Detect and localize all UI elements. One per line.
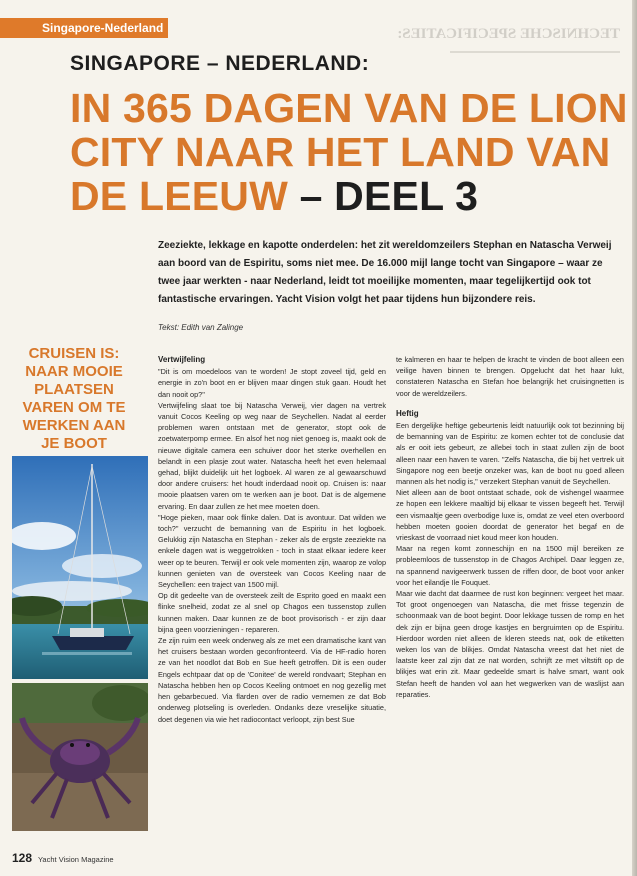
pull-quote: CRUISEN IS: NAAR MOOIE PLAATSEN VAREN OM TE WERKEN AAN JE BOOT	[22, 345, 126, 452]
crab-illustration	[12, 683, 148, 831]
headline	[70, 86, 630, 218]
paragraph: Ze zijn ruim een week onderweg als ze met een dramatische kant van het cruisers bestaan worden geconfronteerd. Via de HF-radio horen ze van het noodlot dat Bob en Sue heeft getroffen. Dit is een ouder Engels echtpaar dat op de 'Conitee' de wereld rondvaart; Stephan en Natascha hebben hen op Cocos Keeling ontmoet en nog gezellig met hen gebarbecued. Via flarden over de radio vernemen ze dat Bob onderweg plotseling is overleden. Ondanks deze vreselijke situatie, doet degenen via wie het radiocontact verloopt, zijn best Sue	[158, 636, 386, 724]
paragraph: Maar na regen komt zonneschijn en na 1500 mijl bereiken ze probleemloos de tussenstop in de Chagos Archipel. Daar leggen ze, na spannend navigeerwerk tussen de riffen door, de boot voor anker voor het eilandje Ile Fouquet.	[396, 544, 624, 587]
paragraph: Vertwijfeling slaat toe bij Natascha Verweij, vier dagen na vertrek vanuit Cocos Keeling op weg naar de Seychellen. Nadat al eerder problemen waren ontstaan met de generator, stopt ook de zoetwaterpomp ermee. En alsof het nog niet genoeg is, maakt ook de nieuwe digitale camera een schuiver door het sterke overhellen en belandt in een plasje zout water. Natascha heeft het even helemaal gehad, blijkt duidelijk uit het logboek. Al waren ze al gewaarschuwd door andere cruisers: het houdt inderdaad nooit op. Cruisen is: naar mooie plaatsen varen om te werken aan je boot. Dat is de algemene ervaring. En daar zullen ze het mee moeten doen.	[158, 400, 386, 511]
paragraph: Niet alleen aan de boot ontstaat schade, ook de vishengel waarmee ze hopen een lekkere maaltijd bij elkaar te vissen begeeft het. Terwijl een vismaaltje geen overbodige luxe is, omdat ze veel eten overboord hebben moeten gooien doordat de generator het begaf en de vrieskast de voorraad niet koud meer kon houden.	[396, 488, 624, 543]
headline-part: – DEEL 3	[288, 173, 479, 219]
kicker-title: SINGAPORE – NEDERLAND:	[70, 52, 370, 75]
page-footer	[12, 851, 114, 865]
page-number: 128	[12, 851, 33, 865]
paragraph: Op dit gedeelte van de oversteek zeilt de Esprito goed en maakt een flinke snelheid, zodat ze al snel op Chagos een tussenstop zullen kunnen maken. Daar kunnen ze de boot provisorisch - er zijn daar bijna geen voorzieningen - repareren.	[158, 591, 386, 634]
coconut-crab-photo	[12, 683, 148, 831]
byline: Tekst: Edith van Zalinge	[158, 323, 244, 332]
paragraph: "Hoge pieken, maar ook flinke dalen. Dat is avontuur. Dat wilden we toch?" verzucht de bemanning van de Espiritu in het logboek. Gelukkig zijn Natascha en Stephan - zeker als de ergste zeeziekte na enkele dagen wat is weggetrokken - toch in staat elkaar iedere keer weer op te beuren. Terwijl er ook vele momenten zijn, waarop ze volop kunnen genieten van de oversteek van Cocos Keeling naar de Seychellen: een traject van 1500 mijl.	[158, 512, 386, 590]
paragraph: Een dergelijke heftige gebeurtenis leidt natuurlijk ook tot bezinning bij de bemanning van de Espiritu: ze komen echter tot de conclusie dat als er ooit iets gebeurt, ze allebei toch in staat zullen zijn de boot alleen naar een haven te varen. "Zelfs Natascha, die bij het vertrek uit Singapore nog een beetje onzeker was, kan de boot nu goed alleen mannen als het nodig is," verzekert Stephan vanuit de Seychellen.	[396, 421, 624, 487]
bleed-through-heading: TECHNISCHE SPECIFICATIES:	[420, 25, 620, 65]
headline-main: IN 365 DAGEN VAN DE LION CITY NAAR HET LAND VAN DE LEEUW	[70, 85, 628, 219]
page-spine-shadow	[632, 0, 637, 876]
subheading-vertwijfeling: Vertwijfeling	[158, 355, 206, 364]
sailboat-photo	[12, 456, 148, 679]
paragraph: te kalmeren en haar te helpen de kracht te vinden de boot alleen een veilige haven binnen te brengen. Opgelucht dat het haar lukt, constateren Natascha en Stefan hoe belangrijk het cruisingnetten is voor de wereldzeilers.	[396, 355, 624, 398]
magazine-name: Yacht Vision Magazine	[37, 855, 114, 864]
article-column-right	[396, 354, 624, 700]
sailboat-illustration	[12, 456, 148, 679]
paragraph: "Dit is om moedeloos van te worden! Je stopt zoveel tijd, geld en energie in zo'n boot en er blijven maar dingen stuk gaan. Houdt het dan nooit op?"	[158, 367, 386, 399]
subheading-heftig: Heftig	[396, 408, 419, 418]
section-tag: Singapore-Nederland	[0, 18, 168, 38]
paragraph: Maar wie dacht dat daarmee de rust kon beginnen: vergeet het maar. Tot groot ongenoegen van Natascha, die met frisse tegenzin de schoonmaak van de boot begint. Door lekkage tussen de romp en het dek zijn er bijna geen droge kastjes en bergruimten op de Espiritu. Hierdoor worden niet alleen de kleren steeds nat, ook de etiketten weken los van de blikjes. Omdat Natascha vreest dat het niet de laatste keer zal zijn dat ze nat worden, schrijft ze met viltstift op de blikjes wat erin zit. Maar gedeelde smart is halve smart, want ook Stefan heeft de handen vol aan het wegwerken van de waslijst aan reparaties.	[396, 589, 624, 699]
article-column-left	[158, 354, 386, 725]
intro-paragraph: Zeeziekte, lekkage en kapotte onderdelen: het zit wereldomzeilers Stephan en Natascha Verweij aan boord van de Espiritu, soms niet mee. De 16.000 mijl lange tocht van Singapore – waar ze twee jaar werkten - naar Nederland, leidt tot moeilijke momenten, maar tegelijkertijd ook tot fantastische ervaringen. Yacht Vision volgt het paar tijdens hun bijzondere reis.	[158, 240, 612, 305]
